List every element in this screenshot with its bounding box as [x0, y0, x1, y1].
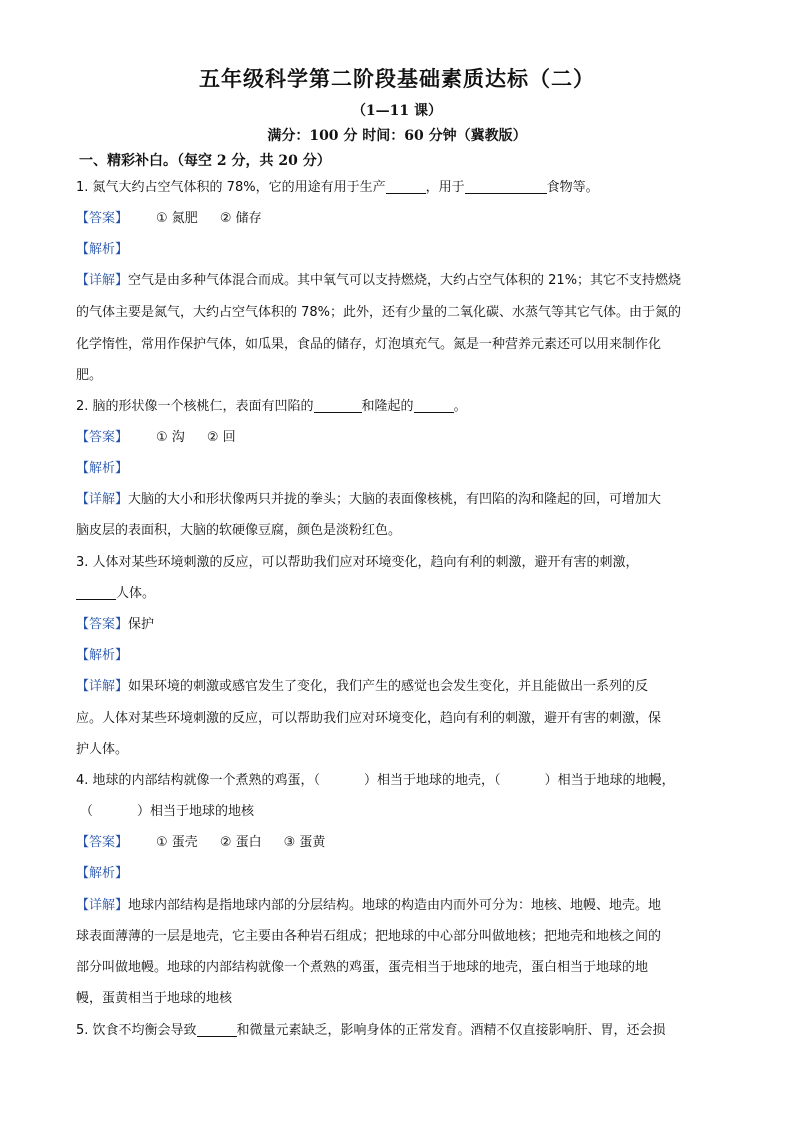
question-5-stem: 5. 饮食不均衡会导致 和微量元素缺乏，影响身体的正常发育。酒精不仅直接影响肝、胃，还会损 — [76, 1023, 666, 1038]
question-1-detail-line: 【详解】空气是由多种气体混合而成。其中氧气可以支持燃烧，大约占空气体积的 21%；其它不支持燃烧 — [76, 273, 682, 288]
page-subtitle: （1—11 课） — [351, 103, 443, 119]
question-4-stem-cont: （ ）相当于地球的地核 — [80, 804, 255, 819]
answer-option: ③ 蛋黄 — [283, 835, 326, 850]
answer-option: ① 蛋壳 — [156, 835, 198, 850]
question-1-detail-line: 的气体主要是氮气，大约占空气体积的 78%；此外，还有少量的二氧化碳、水蒸气等其它气体。由于氮的 — [76, 305, 682, 320]
section-heading: 一、精彩补白。（每空 2 分，共 20 分） — [79, 153, 331, 169]
question-3-stem: 3. 人体对某些环境刺激的反应，可以帮助我们应对环境变化，趋向有利的刺激，避开有害的刺激， — [76, 555, 639, 570]
answer-label: 【答案】 — [76, 211, 129, 226]
question-1-stem: 1. 氮气大约占空气体积的 78%，它的用途有用于生产 ，用于 食物等。 — [76, 180, 599, 195]
question-3-detail-line: 护人体。 — [76, 742, 129, 757]
question-1-answer — [76, 210, 721, 228]
question-1-detail-line: 化学惰性，常用作保护气体，如瓜果，食品的储存，灯泡填充气。氮是一种营养元素还可以用来制作化 — [76, 337, 662, 352]
answer-blank — [414, 398, 454, 413]
question-3-detail-line: 【详解】如果环境的刺激或感官发生了变化，我们产生的感觉也会发生变化，并且能做出一系列的反 — [76, 679, 649, 694]
question-2-answer — [76, 429, 721, 447]
detail-label: 【详解】 — [76, 273, 129, 288]
answer-option: ① 沟 — [156, 430, 185, 445]
analysis-label: 【解析】 — [76, 242, 129, 257]
question-4-detail-line: 部分叫做地幔。地球的内部结构就像一个煮熟的鸡蛋，蛋壳相当于地球的地壳，蛋白相当于地球的地 — [76, 960, 649, 975]
answer-label: 【答案】 — [76, 430, 129, 445]
answer-blank — [386, 179, 426, 194]
answer-option: ② 回 — [206, 430, 236, 445]
question-4-detail-line: 球表面薄薄的一层是地壳，它主要由各种岩石组成；把地球的中心部分叫做地核；把地壳和地核之间的 — [76, 929, 662, 944]
analysis-label: 【解析】 — [76, 461, 129, 476]
answer-blank — [314, 398, 362, 413]
question-4-analysis — [76, 865, 721, 883]
detail-label: 【详解】 — [76, 679, 129, 694]
question-1-analysis — [76, 241, 721, 259]
answer-option: ① 氮肥 — [156, 211, 198, 226]
answer-blank — [76, 585, 116, 600]
question-4-answer — [76, 834, 721, 852]
answer-label: 【答案】 — [76, 617, 129, 632]
question-3-detail-line: 应。人体对某些环境刺激的反应，可以帮助我们应对环境变化，趋向有利的刺激，避开有害的刺激，保 — [76, 711, 662, 726]
detail-label: 【详解】 — [76, 492, 129, 507]
answer-option: ② 蛋白 — [219, 835, 262, 850]
analysis-label: 【解析】 — [76, 866, 129, 881]
question-2-stem: 2. 脑的形状像一个核桃仁，表面有凹陷的 和隆起的 。 — [76, 399, 467, 414]
answer-blank — [465, 179, 547, 194]
answer-option: 保护 — [128, 617, 155, 632]
question-4-stem: 4. 地球的内部结构就像一个煮熟的鸡蛋，（ ）相当于地球的地壳，（ ）相当于地球的地幔， — [76, 773, 675, 788]
analysis-label: 【解析】 — [76, 648, 129, 663]
question-4-detail-line: 幔，蛋黄相当于地球的地核 — [76, 991, 233, 1006]
exam-meta: 满分：100 分 时间：60 分钟（冀教版） — [267, 128, 527, 144]
question-3-stem-cont: 人体。 — [76, 585, 721, 603]
answer-blank — [197, 1022, 237, 1037]
question-2-analysis — [76, 460, 721, 478]
question-1-detail-line: 肥。 — [76, 368, 103, 383]
page-title: 五年级科学第二阶段基础素质达标（二） — [199, 66, 595, 91]
question-3-analysis — [76, 647, 721, 665]
answer-option: ② 储存 — [219, 211, 262, 226]
question-3-answer — [76, 616, 721, 634]
answer-label: 【答案】 — [76, 835, 129, 850]
question-2-detail-line: 脑皮层的表面积，大脑的软硬像豆腐，颜色是淡粉红色。 — [76, 523, 402, 538]
question-4-detail-line: 【详解】地球内部结构是指地球内部的分层结构。地球的构造由内而外可分为：地核、地幔、地壳。地 — [76, 898, 662, 913]
question-2-detail-line: 【详解】大脑的大小和形状像两只并拢的拳头；大脑的表面像核桃，有凹陷的沟和隆起的回，可增加大 — [76, 492, 662, 507]
detail-label: 【详解】 — [76, 898, 129, 913]
